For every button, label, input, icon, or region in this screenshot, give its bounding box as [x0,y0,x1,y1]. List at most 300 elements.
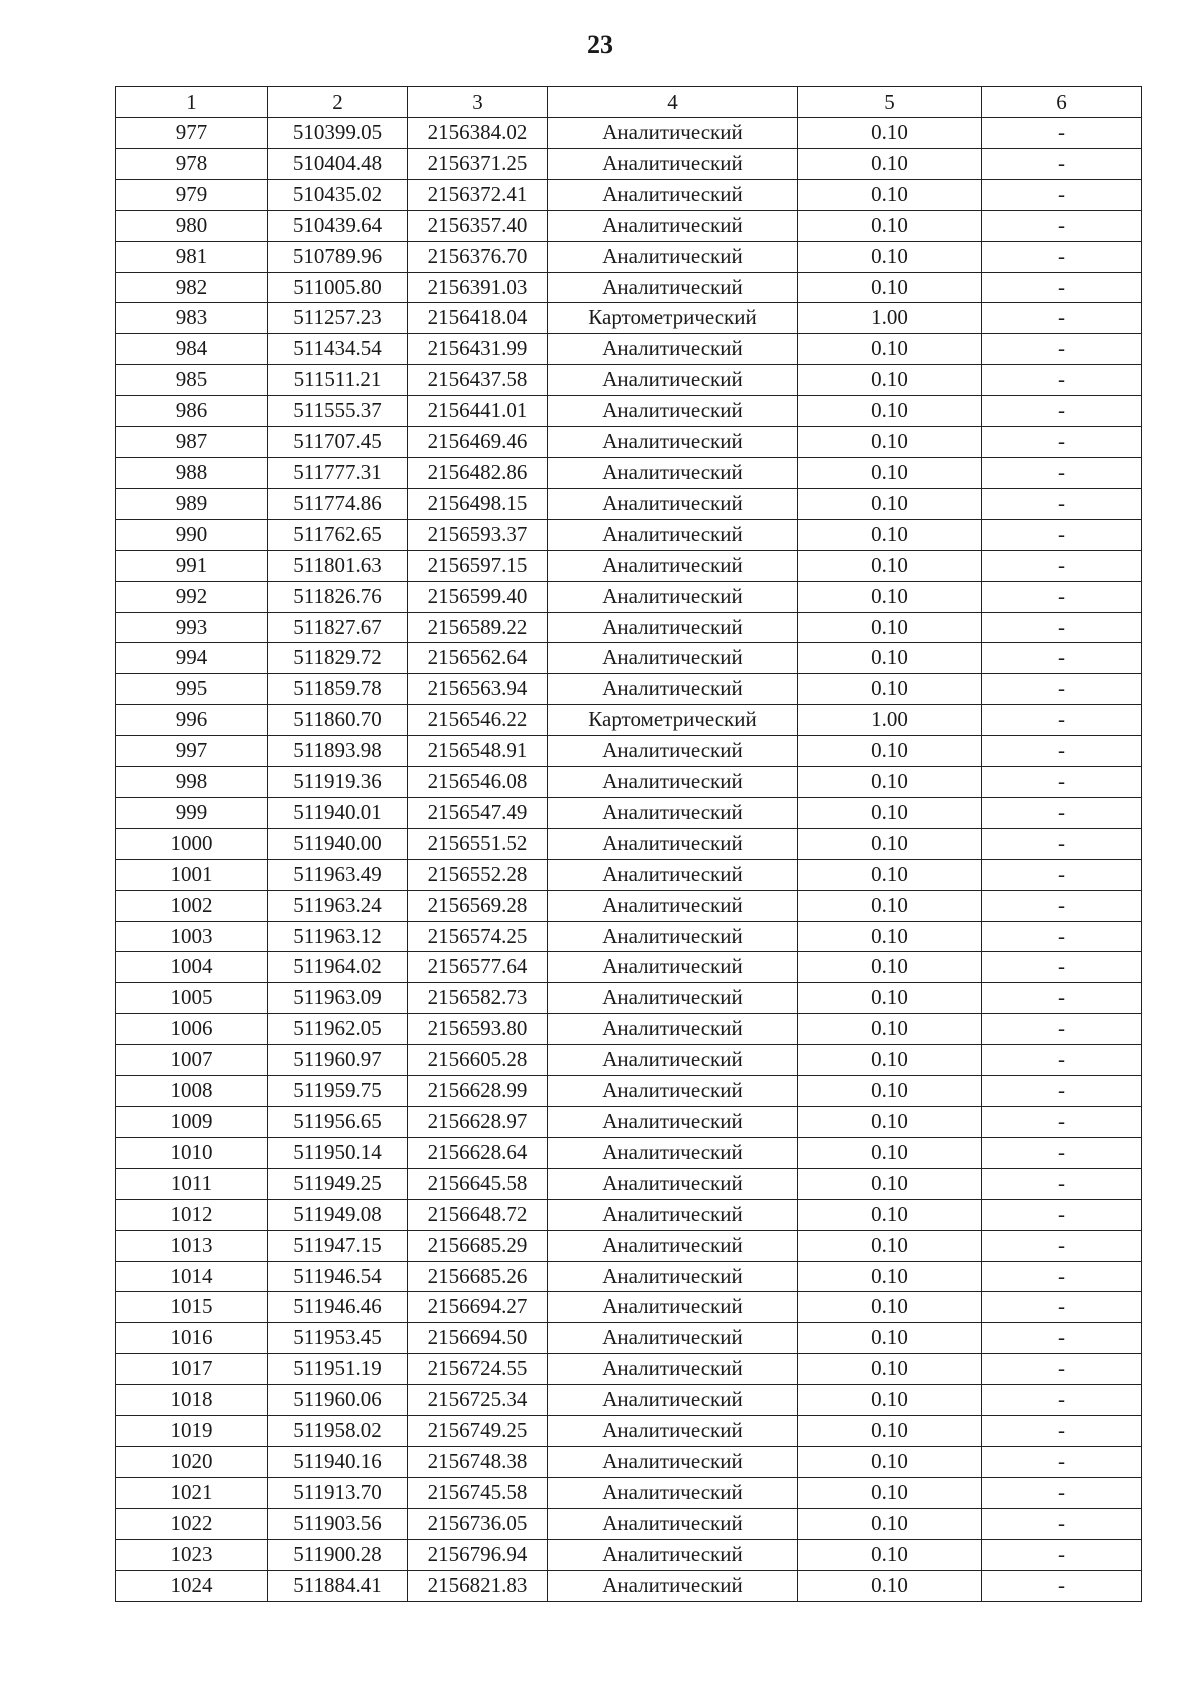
accuracy-cell: 0.10 [798,1354,982,1385]
x-coordinate-cell: 511257.23 [268,303,408,334]
x-coordinate-cell: 511860.70 [268,705,408,736]
y-coordinate-cell: 2156431.99 [408,334,548,365]
method-cell: Аналитический [548,1385,798,1416]
x-coordinate-cell: 511949.25 [268,1168,408,1199]
note-cell: - [982,890,1142,921]
note-cell: - [982,1539,1142,1570]
accuracy-cell: 0.10 [798,1045,982,1076]
note-cell: - [982,303,1142,334]
table-row [116,1045,1142,1076]
x-coordinate-cell: 511919.36 [268,767,408,798]
x-coordinate-cell: 511960.06 [268,1385,408,1416]
method-cell: Аналитический [548,427,798,458]
method-cell: Аналитический [548,736,798,767]
point-number-cell: 983 [116,303,268,334]
y-coordinate-cell: 2156597.15 [408,550,548,581]
x-coordinate-cell: 511940.16 [268,1446,408,1477]
table-row [116,797,1142,828]
accuracy-cell: 0.10 [798,1137,982,1168]
note-cell: - [982,1477,1142,1508]
y-coordinate-cell: 2156441.01 [408,396,548,427]
note-cell: - [982,550,1142,581]
table-row [116,1416,1142,1447]
y-coordinate-cell: 2156628.64 [408,1137,548,1168]
note-cell: - [982,643,1142,674]
table-row [116,643,1142,674]
y-coordinate-cell: 2156724.55 [408,1354,548,1385]
point-number-cell: 1003 [116,921,268,952]
accuracy-cell: 0.10 [798,396,982,427]
y-coordinate-cell: 2156563.94 [408,674,548,705]
accuracy-cell: 0.10 [798,859,982,890]
table-row [116,859,1142,890]
point-number-cell: 977 [116,118,268,149]
note-cell: - [982,581,1142,612]
x-coordinate-cell: 511801.63 [268,550,408,581]
point-number-cell: 984 [116,334,268,365]
table-row [116,705,1142,736]
point-number-cell: 1000 [116,828,268,859]
note-cell: - [982,1570,1142,1601]
point-number-cell: 1015 [116,1292,268,1323]
accuracy-cell: 0.10 [798,427,982,458]
accuracy-cell: 0.10 [798,272,982,303]
column-header: 6 [982,87,1142,118]
note-cell: - [982,1045,1142,1076]
accuracy-cell: 0.10 [798,983,982,1014]
x-coordinate-cell: 510439.64 [268,210,408,241]
x-coordinate-cell: 511958.02 [268,1416,408,1447]
y-coordinate-cell: 2156593.80 [408,1014,548,1045]
accuracy-cell: 0.10 [798,890,982,921]
y-coordinate-cell: 2156694.50 [408,1323,548,1354]
y-coordinate-cell: 2156748.38 [408,1446,548,1477]
note-cell: - [982,828,1142,859]
x-coordinate-cell: 511903.56 [268,1508,408,1539]
note-cell: - [982,365,1142,396]
column-header: 5 [798,87,982,118]
x-coordinate-cell: 511963.49 [268,859,408,890]
x-coordinate-cell: 510399.05 [268,118,408,149]
point-number-cell: 978 [116,148,268,179]
table-row [116,427,1142,458]
coordinates-table [115,86,1142,1602]
method-cell: Аналитический [548,1137,798,1168]
method-cell: Аналитический [548,210,798,241]
method-cell: Аналитический [548,457,798,488]
y-coordinate-cell: 2156648.72 [408,1199,548,1230]
column-header: 4 [548,87,798,118]
y-coordinate-cell: 2156628.99 [408,1076,548,1107]
y-coordinate-cell: 2156371.25 [408,148,548,179]
point-number-cell: 998 [116,767,268,798]
accuracy-cell: 0.10 [798,519,982,550]
table-row [116,272,1142,303]
y-coordinate-cell: 2156437.58 [408,365,548,396]
note-cell: - [982,1137,1142,1168]
accuracy-cell: 0.10 [798,210,982,241]
note-cell: - [982,1323,1142,1354]
method-cell: Аналитический [548,828,798,859]
y-coordinate-cell: 2156582.73 [408,983,548,1014]
note-cell: - [982,767,1142,798]
accuracy-cell: 0.10 [798,828,982,859]
table-row [116,488,1142,519]
accuracy-cell: 0.10 [798,1570,982,1601]
method-cell: Аналитический [548,921,798,952]
method-cell: Аналитический [548,1014,798,1045]
method-cell: Аналитический [548,1570,798,1601]
point-number-cell: 1022 [116,1508,268,1539]
point-number-cell: 1005 [116,983,268,1014]
method-cell: Аналитический [548,1446,798,1477]
table-row [116,828,1142,859]
accuracy-cell: 0.10 [798,550,982,581]
x-coordinate-cell: 511829.72 [268,643,408,674]
table-row [116,767,1142,798]
note-cell: - [982,1014,1142,1045]
method-cell: Аналитический [548,148,798,179]
point-number-cell: 997 [116,736,268,767]
y-coordinate-cell: 2156552.28 [408,859,548,890]
point-number-cell: 988 [116,457,268,488]
note-cell: - [982,1385,1142,1416]
accuracy-cell: 0.10 [798,1416,982,1447]
method-cell: Аналитический [548,519,798,550]
note-cell: - [982,674,1142,705]
method-cell: Аналитический [548,767,798,798]
accuracy-cell: 0.10 [798,952,982,983]
y-coordinate-cell: 2156562.64 [408,643,548,674]
accuracy-cell: 0.10 [798,1014,982,1045]
table-row [116,1508,1142,1539]
method-cell: Аналитический [548,334,798,365]
x-coordinate-cell: 510435.02 [268,179,408,210]
method-cell: Аналитический [548,1107,798,1138]
point-number-cell: 1004 [116,952,268,983]
table-row [116,612,1142,643]
x-coordinate-cell: 511893.98 [268,736,408,767]
table-row [116,179,1142,210]
y-coordinate-cell: 2156745.58 [408,1477,548,1508]
accuracy-cell: 0.10 [798,1385,982,1416]
x-coordinate-cell: 511953.45 [268,1323,408,1354]
method-cell: Аналитический [548,1261,798,1292]
method-cell: Аналитический [548,1076,798,1107]
table-row [116,1199,1142,1230]
accuracy-cell: 0.10 [798,612,982,643]
x-coordinate-cell: 511963.24 [268,890,408,921]
accuracy-cell: 0.10 [798,797,982,828]
table-row [116,303,1142,334]
method-cell: Аналитический [548,581,798,612]
table-row [116,550,1142,581]
x-coordinate-cell: 511950.14 [268,1137,408,1168]
y-coordinate-cell: 2156498.15 [408,488,548,519]
x-coordinate-cell: 511949.08 [268,1199,408,1230]
x-coordinate-cell: 511913.70 [268,1477,408,1508]
x-coordinate-cell: 510789.96 [268,241,408,272]
note-cell: - [982,148,1142,179]
y-coordinate-cell: 2156589.22 [408,612,548,643]
note-cell: - [982,983,1142,1014]
table-row [116,118,1142,149]
accuracy-cell: 0.10 [798,1107,982,1138]
accuracy-cell: 0.10 [798,1477,982,1508]
note-cell: - [982,241,1142,272]
table-row [116,365,1142,396]
x-coordinate-cell: 511956.65 [268,1107,408,1138]
table-row [116,1014,1142,1045]
x-coordinate-cell: 511946.54 [268,1261,408,1292]
point-number-cell: 994 [116,643,268,674]
x-coordinate-cell: 511946.46 [268,1292,408,1323]
y-coordinate-cell: 2156599.40 [408,581,548,612]
method-cell: Аналитический [548,1416,798,1447]
point-number-cell: 991 [116,550,268,581]
x-coordinate-cell: 511774.86 [268,488,408,519]
table-row [116,921,1142,952]
accuracy-cell: 0.10 [798,1539,982,1570]
y-coordinate-cell: 2156482.86 [408,457,548,488]
point-number-cell: 1021 [116,1477,268,1508]
table-row [116,148,1142,179]
y-coordinate-cell: 2156548.91 [408,736,548,767]
table-row [116,674,1142,705]
table-row [116,1230,1142,1261]
method-cell: Аналитический [548,1045,798,1076]
y-coordinate-cell: 2156645.58 [408,1168,548,1199]
method-cell: Аналитический [548,612,798,643]
point-number-cell: 992 [116,581,268,612]
accuracy-cell: 0.10 [798,179,982,210]
point-number-cell: 990 [116,519,268,550]
note-cell: - [982,1508,1142,1539]
method-cell: Аналитический [548,643,798,674]
accuracy-cell: 0.10 [798,921,982,952]
table-row [116,952,1142,983]
y-coordinate-cell: 2156605.28 [408,1045,548,1076]
table-row [116,210,1142,241]
note-cell: - [982,1199,1142,1230]
point-number-cell: 1009 [116,1107,268,1138]
y-coordinate-cell: 2156391.03 [408,272,548,303]
note-cell: - [982,736,1142,767]
method-cell: Аналитический [548,1323,798,1354]
method-cell: Аналитический [548,1199,798,1230]
table-row [116,1570,1142,1601]
table-row [116,983,1142,1014]
accuracy-cell: 0.10 [798,1292,982,1323]
method-cell: Аналитический [548,674,798,705]
x-coordinate-cell: 510404.48 [268,148,408,179]
y-coordinate-cell: 2156551.52 [408,828,548,859]
x-coordinate-cell: 511940.01 [268,797,408,828]
table-row [116,1261,1142,1292]
accuracy-cell: 0.10 [798,1230,982,1261]
x-coordinate-cell: 511434.54 [268,334,408,365]
page-number: 23 [587,30,613,59]
accuracy-cell: 0.10 [798,643,982,674]
method-cell: Аналитический [548,1292,798,1323]
note-cell: - [982,457,1142,488]
x-coordinate-cell: 511762.65 [268,519,408,550]
table-row [116,241,1142,272]
accuracy-cell: 0.10 [798,1261,982,1292]
x-coordinate-cell: 511827.67 [268,612,408,643]
table-row [116,457,1142,488]
accuracy-cell: 0.10 [798,767,982,798]
method-cell: Картометрический [548,705,798,736]
method-cell: Аналитический [548,890,798,921]
x-coordinate-cell: 511884.41 [268,1570,408,1601]
table-row [116,519,1142,550]
point-number-cell: 1013 [116,1230,268,1261]
point-number-cell: 1001 [116,859,268,890]
note-cell: - [982,272,1142,303]
note-cell: - [982,952,1142,983]
note-cell: - [982,1292,1142,1323]
x-coordinate-cell: 511707.45 [268,427,408,458]
point-number-cell: 980 [116,210,268,241]
point-number-cell: 1014 [116,1261,268,1292]
method-cell: Аналитический [548,1508,798,1539]
point-number-cell: 1008 [116,1076,268,1107]
table-row [116,1323,1142,1354]
point-number-cell: 1016 [116,1323,268,1354]
table-row [116,736,1142,767]
point-number-cell: 1017 [116,1354,268,1385]
note-cell: - [982,705,1142,736]
table-row [116,1137,1142,1168]
note-cell: - [982,396,1142,427]
table-row [116,1354,1142,1385]
point-number-cell: 995 [116,674,268,705]
method-cell: Аналитический [548,797,798,828]
note-cell: - [982,1446,1142,1477]
table-row [116,1446,1142,1477]
accuracy-cell: 0.10 [798,118,982,149]
accuracy-cell: 0.10 [798,488,982,519]
y-coordinate-cell: 2156725.34 [408,1385,548,1416]
point-number-cell: 986 [116,396,268,427]
table-row [116,1477,1142,1508]
accuracy-cell: 0.10 [798,1199,982,1230]
accuracy-cell: 0.10 [798,241,982,272]
y-coordinate-cell: 2156546.08 [408,767,548,798]
point-number-cell: 1023 [116,1539,268,1570]
y-coordinate-cell: 2156418.04 [408,303,548,334]
accuracy-cell: 1.00 [798,303,982,334]
method-cell: Аналитический [548,1354,798,1385]
y-coordinate-cell: 2156736.05 [408,1508,548,1539]
x-coordinate-cell: 511777.31 [268,457,408,488]
y-coordinate-cell: 2156469.46 [408,427,548,458]
method-cell: Аналитический [548,550,798,581]
y-coordinate-cell: 2156685.26 [408,1261,548,1292]
point-number-cell: 1010 [116,1137,268,1168]
point-number-cell: 1007 [116,1045,268,1076]
point-number-cell: 1020 [116,1446,268,1477]
x-coordinate-cell: 511964.02 [268,952,408,983]
accuracy-cell: 0.10 [798,334,982,365]
y-coordinate-cell: 2156376.70 [408,241,548,272]
table-row [116,1292,1142,1323]
note-cell: - [982,210,1142,241]
y-coordinate-cell: 2156547.49 [408,797,548,828]
point-number-cell: 1018 [116,1385,268,1416]
note-cell: - [982,797,1142,828]
table-row [116,890,1142,921]
y-coordinate-cell: 2156628.97 [408,1107,548,1138]
note-cell: - [982,488,1142,519]
method-cell: Аналитический [548,179,798,210]
note-cell: - [982,118,1142,149]
note-cell: - [982,519,1142,550]
y-coordinate-cell: 2156569.28 [408,890,548,921]
y-coordinate-cell: 2156694.27 [408,1292,548,1323]
accuracy-cell: 0.10 [798,1323,982,1354]
point-number-cell: 1011 [116,1168,268,1199]
x-coordinate-cell: 511859.78 [268,674,408,705]
note-cell: - [982,1076,1142,1107]
table-row [116,1539,1142,1570]
y-coordinate-cell: 2156546.22 [408,705,548,736]
note-cell: - [982,1230,1142,1261]
method-cell: Аналитический [548,952,798,983]
note-cell: - [982,1261,1142,1292]
note-cell: - [982,1416,1142,1447]
y-coordinate-cell: 2156749.25 [408,1416,548,1447]
point-number-cell: 999 [116,797,268,828]
point-number-cell: 996 [116,705,268,736]
y-coordinate-cell: 2156593.37 [408,519,548,550]
x-coordinate-cell: 511947.15 [268,1230,408,1261]
table-row [116,334,1142,365]
accuracy-cell: 0.10 [798,1076,982,1107]
y-coordinate-cell: 2156796.94 [408,1539,548,1570]
accuracy-cell: 0.10 [798,457,982,488]
accuracy-cell: 0.10 [798,1446,982,1477]
y-coordinate-cell: 2156357.40 [408,210,548,241]
point-number-cell: 985 [116,365,268,396]
x-coordinate-cell: 511555.37 [268,396,408,427]
note-cell: - [982,334,1142,365]
note-cell: - [982,179,1142,210]
point-number-cell: 989 [116,488,268,519]
point-number-cell: 1019 [116,1416,268,1447]
point-number-cell: 1002 [116,890,268,921]
point-number-cell: 979 [116,179,268,210]
point-number-cell: 1006 [116,1014,268,1045]
method-cell: Аналитический [548,1477,798,1508]
table-header-row [116,87,1142,118]
accuracy-cell: 0.10 [798,1168,982,1199]
method-cell: Аналитический [548,1168,798,1199]
x-coordinate-cell: 511005.80 [268,272,408,303]
accuracy-cell: 0.10 [798,365,982,396]
y-coordinate-cell: 2156577.64 [408,952,548,983]
method-cell: Аналитический [548,396,798,427]
accuracy-cell: 0.10 [798,736,982,767]
method-cell: Аналитический [548,272,798,303]
method-cell: Картометрический [548,303,798,334]
column-header: 1 [116,87,268,118]
point-number-cell: 982 [116,272,268,303]
note-cell: - [982,921,1142,952]
method-cell: Аналитический [548,365,798,396]
y-coordinate-cell: 2156821.83 [408,1570,548,1601]
